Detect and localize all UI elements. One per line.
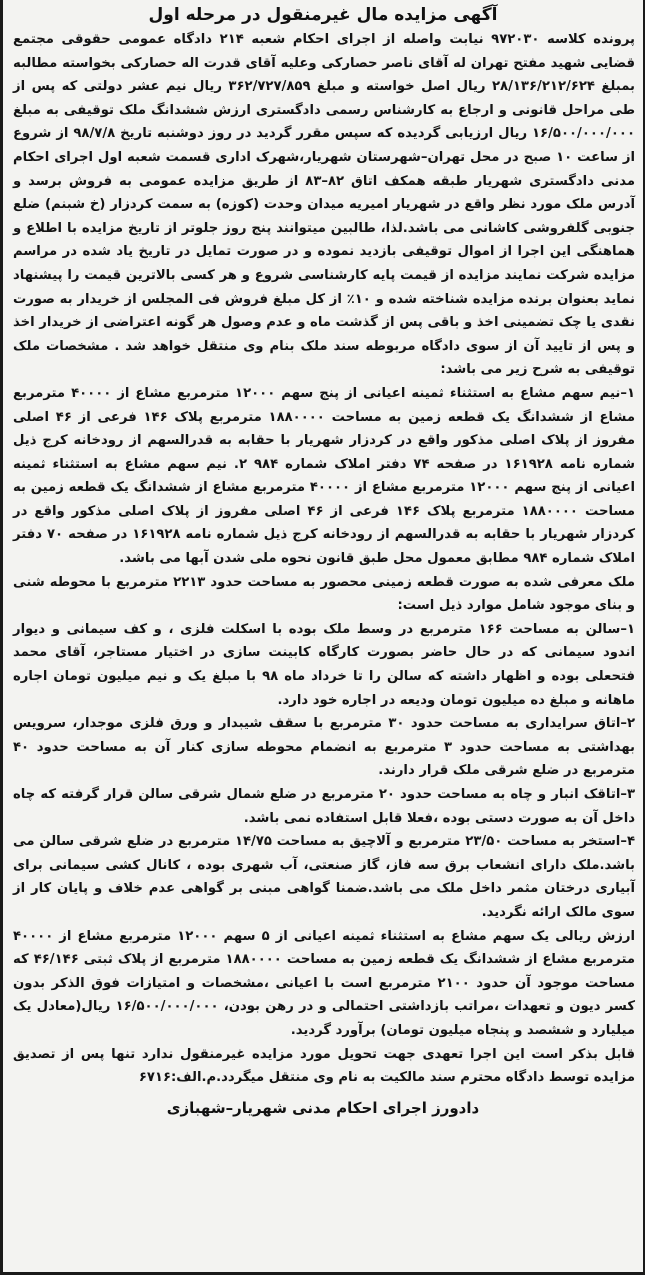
notice-intro-paragraph: پرونده کلاسه ۹۷۲۰۳۰ نیابت واصله از اجرای احکام شعبه ۲۱۴ دادگاه عمومی حقوقی مجتمع قضایی شهید مفتح تهران له آقای ناصر حصارکی وعلیه آقای قدرت اله حصارکی بخواسته مطالبه بمبلغ ۲۸/۱۳۶/۲۱۲/۶۲۴ ریال اصل خواسته و مبلغ ۳۶۲/۷۲۷/۸۵۹ ریال نیم عشر دولتی که پس از طی مراحل قانونی و ارجاع به کارشناس رسمی دادگستری ارزش ششدانگ ملک توقیفی به مبلغ ۱۶/۵۰۰/۰۰۰/۰۰۰ ریال ارزیابی گردیده که سپس مقرر گردید در روز دوشنبه تاریخ ۹۸/۷/۸ از شروع از ساعت ۱۰ صبح در محل تهران–شهرستان شهریار،شهرک اداری قسمت شعبه اول اجرای احکام مدنی دادگستری شهریار طبقه همکف اتاق ۸۲–۸۳ از طریق مزایده عمومی به فروش برسد و آدرس ملک مورد نظر واقع در شهریار امیریه میدان وحدت (کوزه) به سمت کردزار (خ شبنم) ضلع جنوبی گلفروشی کاشانی می باشد.لذا، طالبین میتوانند پنج روز جلوتر از تاریخ مزایده با اطلاع و هماهنگی این اجرا از اموال توقیفی بازدید نموده و در صورت تمایل در تاریخ یاد شده در مراسم مزایده شرکت نمایند مزایده از قیمت پایه کارشناسی شروع و هر کسی بالاترین قیمت را پیشنهاد نماید بعنوان برنده مزایده شناخته شده و ۱۰٪ از کل مبلغ فروش فی المجلس از خریدار به صورت نقدی یا چک تضمینی اخذ و باقی پس از گذشت ماه و عدم وصول هر گونه اعتراضی از خریدار اخذ و پس از تایید آن از سوی دادگاه مربوطه سند ملک بنام وی منتقل خواهد شد . مشخصات ملک توقیفی به شرح زیر می باشد:	[13, 32, 636, 378]
notice-body	[3, 28, 643, 1090]
notice-title: آگهی مزایده مال غیرمنقول در مرحله اول	[148, 5, 498, 25]
property-shares-paragraph: ۱–نیم سهم مشاع به استثناء ثمینه اعیانی از پنج سهم ۱۲۰۰۰ مترمربع مشاع از ۴۰۰۰۰ مترمربع مشاع از ششدانگ یک قطعه زمین به مساحت ۱۸۸۰۰۰۰ مترمربع پلاک ۱۴۶ فرعی از ۴۶ اصلی مفروز از پلاک اصلی مذکور واقع در کردزار شهریار با حقابه به قدرالسهم از رودخانه کرج ذیل شماره نامه ۱۶۱۹۲۸ در صفحه ۷۴ دفتر املاک شماره ۹۸۴ ۲. نیم سهم مشاع به استثناء ثمینه اعیانی از پنج سهم ۱۲۰۰۰ مترمربع مشاع از ۴۰۰۰۰ مترمربع مشاع از ششدانگ یک قطعه زمین به مساحت ۱۸۸۰۰۰۰ مترمربع پلاک ۱۴۶ فرعی از ۴۶ اصلی مفروز از پلاک اصلی مذکور واقع در کردزار شهریار با حقابه به قدرالسهم از رودخانه کرج ذیل شماره نامه ۱۶۱۹۲۸ در صفحه ۷۰ دفتر املاک شماره ۹۸۴ مطابق معمول محل طبق قانون نحوه ملی شدن آبها می باشد.	[13, 385, 636, 567]
valuation-paragraph: ارزش ریالی یک سهم مشاع به استثناء ثمینه اعیانی از ۵ سهم ۱۲۰۰۰ مترمربع مشاع از ۴۰۰۰۰ مترمربع مشاع از ششدانگ یک قطعه زمین به مساحت ۱۸۸۰۰۰۰ مترمربع از پلاک ثبتی ۴۶/۱۴۶ که مساحت موجود آن حدود ۲۱۰۰ مترمربع است با اعیانی ،مشخصات و امتیازات فوق الذکر بدون کسر دیون و تعهدات ،مراتب بازداشتی احتمالی و در رهن بودن، ۱۶/۵۰۰/۰۰۰/۰۰۰ ریال(معادل یک میلیارد و ششصد و پنجاه میلیون تومان) برآورد گردید.	[13, 928, 636, 1038]
notice-signature: دادورز اجرای احکام مدنی شهریار–شهبازی	[166, 1098, 480, 1117]
caretaker-room-item-paragraph: ۲–اتاق سرایداری به مساحت حدود ۳۰ مترمربع با سقف شیبدار و ورق فلزی موجدار، سرویس بهداشتی به مساحت حدود ۳ مترمربع به انضمام محوطه سازی کنار آن به مساحت حدود ۴۰ مترمربع در ضلع شرقی ملک قرار دارند.	[13, 716, 635, 779]
hall-item-paragraph: ۱–سالن به مساحت ۱۶۶ مترمربع در وسط ملک بوده با اسکلت فلزی ، و کف سیمانی و دیوار اندود سیمانی که در حال حاضر بصورت کارگاه کابینت سازی در اختیار مستاجر، آقای محمد فتحعلی بوده و اظهار داشته که سالن را تا خرداد ماه ۹۸ با مبلغ یک و نیم میلیون تومان اجاره ماهانه و مبلغ ده میلیون تومان ودیعه در اجاره خود دارد.	[13, 621, 636, 708]
closing-note-paragraph: قابل بذکر است این اجرا تعهدی جهت تحویل مورد مزایده غیرمنقول ندارد تنها پس از تصدیق مزایده توسط دادگاه محترم سند مالکیت به نام وی منتقل میگردد.م.الف:۶۷۱۶	[13, 1046, 635, 1086]
pool-gazebo-item-paragraph: ۴–استخر به مساحت ۲۳/۵۰ مترمربع و آلاچیق به مساحت ۱۴/۷۵ مترمربع در ضلع شرقی سالن می باشد.ملک دارای انشعاب برق سه فاز، گاز صنعتی، آب شهری بوده ، کانال کشی سیمانی برای آبیاری درختان مثمر داخل ملک می باشد.ضمنا گواهی مبنی بر گواهی عدم خلاف و پایان کار از سوی مالک ارائه نگردید.	[13, 834, 635, 920]
property-description-paragraph: ملک معرفی شده به صورت قطعه زمینی محصور به مساحت حدود ۲۲۱۳ مترمربع با محوطه شنی و بنای موجود شامل موارد ذیل است:	[13, 574, 635, 614]
storage-well-item-paragraph: ۳–اتاقک انبار و چاه به مساحت حدود ۲۰ مترمربع در ضلع شمال شرقی سالن قرار گرفته که چاه داخل آن به صورت دستی بوده ،فعلا قابل استفاده نمی باشد.	[13, 787, 635, 826]
